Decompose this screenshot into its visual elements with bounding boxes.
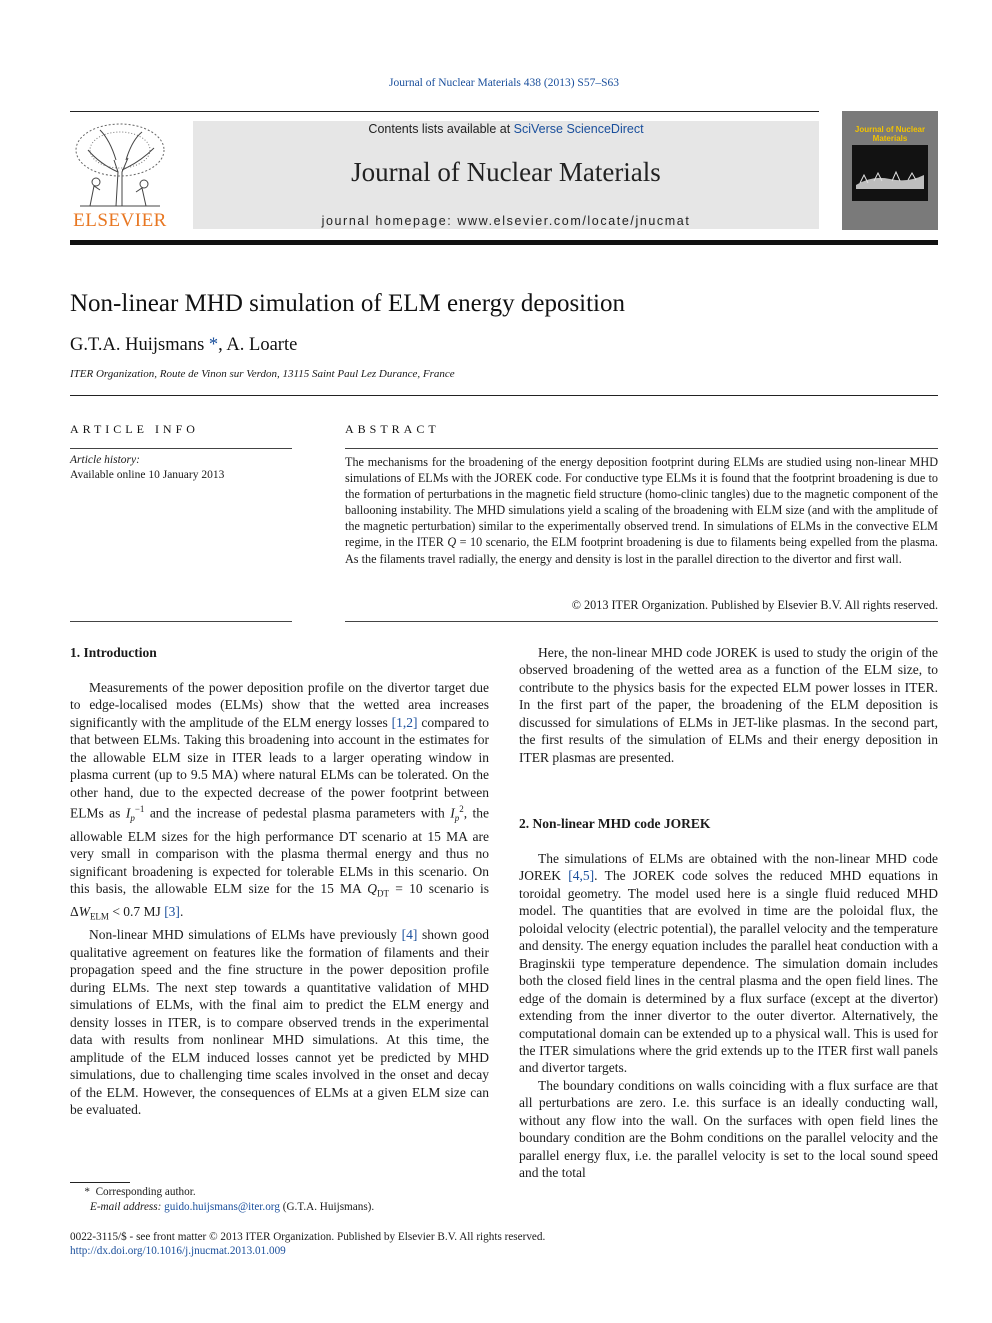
journal-title: Journal of Nuclear Materials <box>351 157 661 187</box>
journal-reference[interactable]: Journal of Nuclear Materials 438 (2013) S57–S63 <box>389 77 619 89</box>
elsevier-tree-icon <box>70 120 170 208</box>
ref-4-5[interactable]: [4,5] <box>568 868 595 884</box>
issn-line: 0022-3115/$ - see front matter © 2013 ITER Organization. Published by Elsevier B.V. All rights reserved. <box>70 1231 546 1243</box>
author-email-link[interactable]: guido.huijsmans@iter.org <box>164 1201 280 1213</box>
homepage-label: journal homepage: <box>321 214 458 228</box>
contents-prefix: Contents lists available at <box>368 122 514 136</box>
journal-banner <box>193 121 819 229</box>
available-online: Available online 10 January 2013 <box>70 469 225 481</box>
article-history-label: Article history: <box>70 454 140 466</box>
article-info-rule <box>70 448 292 449</box>
section-2-heading: 2. Non-linear MHD code JOREK <box>519 816 711 831</box>
header-thick-rule <box>70 240 938 245</box>
article-info-bottom-rule <box>70 621 292 622</box>
footnote-corresponding: * Corresponding author. <box>84 1186 196 1198</box>
journal-homepage <box>193 214 819 228</box>
elsevier-logo[interactable] <box>70 120 170 232</box>
abstract-bottom-rule <box>345 621 938 622</box>
section-1-heading: 1. Introduction <box>70 645 157 660</box>
intro-paragraph-2: Non-linear MHD simulations of ELMs have previously [4] shown good qualitative agreement on features like the formation of filaments and their propagation speed and the fine structure in the power deposition profile during ELMs. The next step towards a quantitative validation of MHD simulations of ELMs, with the final aim to predict the ELM energy and density losses in ITER, is to compare observed trends in the experimental data with results from nonlinear MHD simulations. At this time, the amplitude of the ELM induced losses cannot yet be predicted by MHD simulations, due to challenging time scales involved in the onset and decay of the ELM. However, the consequences of ELMs at a given ELM size can be evaluated. <box>70 927 489 1117</box>
cover-image <box>852 145 928 201</box>
affiliation: ITER Organization, Route de Vinon sur Verdon, 13115 Saint Paul Lez Durance, France <box>70 368 455 380</box>
right-column <box>519 850 938 1182</box>
title-rule <box>70 395 938 396</box>
doi-link[interactable]: http://dx.doi.org/10.1016/j.jnucmat.2013.01.009 <box>70 1245 286 1257</box>
right-column-top <box>519 644 938 766</box>
contents-line <box>193 122 819 136</box>
elsevier-wordmark: ELSEVIER <box>73 210 167 231</box>
abstract-copyright: © 2013 ITER Organization. Published by Elsevier B.V. All rights reserved. <box>571 598 938 612</box>
author-loarte: A. Loarte <box>226 335 298 355</box>
header-rule <box>70 111 819 112</box>
jorek-paragraph-2: The boundary conditions on walls coinciding with a flux surface are that all perturbations are zero. I.e. this surface is an ideally conducting wall, without any flow into the wall. On the surfaces with open field lines the boundary condition are the Bohm conditions on the parallel velocity and the parallel energy flux, i.e. the parallel velocity is set to the local sound speed and the total <box>519 1077 938 1181</box>
author-huijsmans: G.T.A. Huijsmans <box>70 335 205 355</box>
abstract-heading: ABSTRACT <box>345 422 440 436</box>
footnote-rule <box>70 1182 130 1183</box>
ref-4[interactable]: [4] <box>401 927 418 943</box>
journal-cover-thumbnail[interactable] <box>842 111 938 230</box>
jorek-paragraph-1: The simulations of ELMs are obtained with the non-linear MHD code JOREK [4,5]. The JOREK code solves the reduced MHD equations in toroidal geometry. The model used here is a single fluid reduced MHD model. The quantities that are evolved in time are the poloidal flux, the poloidal velocity (electric potential), the parallel velocity and the temperature and density. The energy equation includes the parallel heat conduction with a Braginskii type temperature dependence. The simulation domain includes both the closed field lines in the central plasma and the open field lines. The edge of the domain is determined by a flux surface (except at the divertor) extending from the inner divertor to the outer divertor. Alternatively, the computational domain can be extended up to a physical wall. This is used for the ITER simulations where the grid extends up to the ITER first wall panels and divertor targets. <box>519 851 939 1076</box>
homepage-url[interactable]: www.elsevier.com/locate/jnucmat <box>457 214 691 228</box>
author-separator: , <box>218 335 227 355</box>
left-column <box>70 679 489 1118</box>
intro-paragraph-3: Here, the non-linear MHD code JOREK is used to study the origin of the observed broadening of the wetted area as a function of the ELM size, to contribute to the physics basis for the expected ELM power losses in ITER. In the first part of the paper, the broadening of the ELM deposition is discussed for simulations of ELMs in JET-like plasmas. In the second part, the first results of the simulation of ELMs and their energy deposition in ITER plasmas are presented. <box>519 645 938 765</box>
article-info-heading: ARTICLE INFO <box>70 422 199 436</box>
ref-1-2[interactable]: [1,2] <box>391 714 418 730</box>
corresponding-author-mark[interactable]: * <box>208 335 219 355</box>
abstract-text: The mechanisms for the broadening of the energy deposition footprint during ELMs are studied using non-linear MHD simulations of ELMs with the JOREK code. For conductive type ELMs it is found that the footprint broadening is due to the formation of perturbations in the magnetic field structure (homo-clinic tangles) due to the magnetic component of the ballooning instability. The MHD simulations yield a scaling of the broadening with ELM size (and with the amplitude of the magnetic perturbation) similar to the experimentally observed trend. In simulations of ELMs in the convective ELM regime, in the ITER Q = 10 scenario, the ELM footprint broadening is due to filaments being expelled from the plasma. As the filaments travel radially, the energy and density is lost in the parallel direction to the divertor and first wall. <box>345 455 938 566</box>
authors <box>70 335 297 356</box>
cover-photo-icon <box>852 145 928 201</box>
cover-title: Journal of Nuclear Materials <box>854 125 926 143</box>
abstract-rule <box>345 448 938 449</box>
footnote-email: E-mail address: guido.huijsmans@iter.org (G.T.A. Huijsmans). <box>90 1201 375 1213</box>
sciencedirect-link[interactable]: SciVerse ScienceDirect <box>513 122 644 136</box>
paper-title: Non-linear MHD simulation of ELM energy deposition <box>70 290 626 317</box>
ref-3[interactable]: [3] <box>164 904 180 920</box>
intro-paragraph-1: Measurements of the power deposition profile on the divertor target due to edge-localised modes (ELMs) show that the wetted area increases significantly with the amplitude of the ELM energy losses [1,2] compared to that between ELMs. Taking this broadening into account in the estimates for the allowable ELM size in ITER leads to a larger operating window in plasma current (up to 9.5 MA) where natural ELMs can be tolerated. On the other hand, due to the expected decrease of the power footprint between ELMs as $I_p^{-1}$ and the increase of pedestal plasma parameters with $I_p^2$, the allowable ELM sizes for the high performance DT scenario at 15 MA are very small in comparison with the plasma thermal energy and thus no significant broadening is expected for tolerable ELMs in this scenario. On this basis, the allowable ELM size for the 15 MA $Q_{DT} = 10$ scenario is $\Delta W_{ELM} < 0.7$ MJ [3]. <box>70 680 490 922</box>
